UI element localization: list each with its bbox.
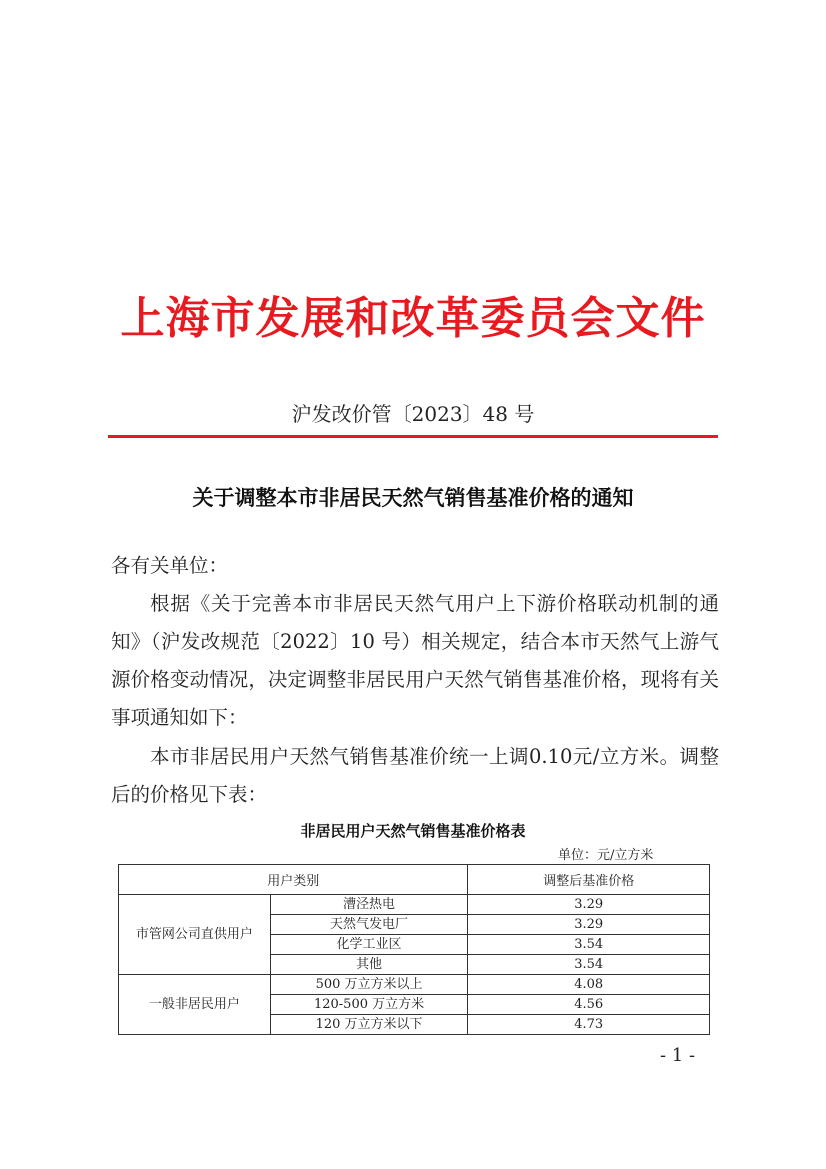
subcategory-cell: 120-500 万立方米 (270, 995, 468, 1015)
subcategory-cell: 漕泾热电 (270, 895, 468, 915)
subcategory-cell: 120 万立方米以下 (270, 1015, 468, 1035)
table-row (119, 895, 710, 915)
document-number: 沪发改价管〔2023〕48 号 (291, 402, 535, 426)
page-number: - 1 - (660, 1045, 696, 1066)
salutation: 各有关单位： (111, 554, 229, 577)
subcategory-cell: 天然气发电厂 (270, 915, 468, 935)
subcategory-cell: 化学工业区 (270, 935, 468, 955)
price-cell: 3.54 (468, 935, 710, 955)
header-adjusted-price: 调整后基准价格 (468, 865, 710, 895)
table-header-row (119, 865, 710, 895)
price-cell: 4.56 (468, 995, 710, 1015)
document-header-title: 上海市发展和改革委员会文件 (120, 293, 706, 344)
price-cell: 4.08 (468, 975, 710, 995)
header-divider (108, 435, 718, 438)
price-cell: 3.29 (468, 915, 710, 935)
subcategory-cell: 其他 (270, 955, 468, 975)
price-table (118, 864, 710, 1035)
notice-title: 关于调整本市非居民天然气销售基准价格的通知 (192, 485, 634, 510)
table-title: 非居民用户天然气销售基准价格表 (300, 822, 526, 840)
table-row (119, 975, 710, 995)
table-unit: 单位：元/立方米 (558, 848, 654, 863)
price-cell: 3.54 (468, 955, 710, 975)
paragraph-1: 根据《关于完善本市非居民天然气用户上下游价格联动机制的通知》（沪发改规范〔2022〕10 号）相关规定，结合本市天然气上游气源价格变动情况，决定调整非居民用户天然气销售基准价格，现将有关事项通知如下： (111, 592, 719, 729)
category-cell: 市管网公司直供用户 (119, 895, 271, 975)
price-cell: 4.73 (468, 1015, 710, 1035)
subcategory-cell: 500 万立方米以上 (270, 975, 468, 995)
paragraph-2: 本市非居民用户天然气销售基准价统一上调0.10元/立方米。调整后的价格见下表： (111, 745, 719, 806)
category-cell: 一般非居民用户 (119, 975, 271, 1035)
price-cell: 3.29 (468, 895, 710, 915)
header-user-category: 用户类别 (119, 865, 468, 895)
